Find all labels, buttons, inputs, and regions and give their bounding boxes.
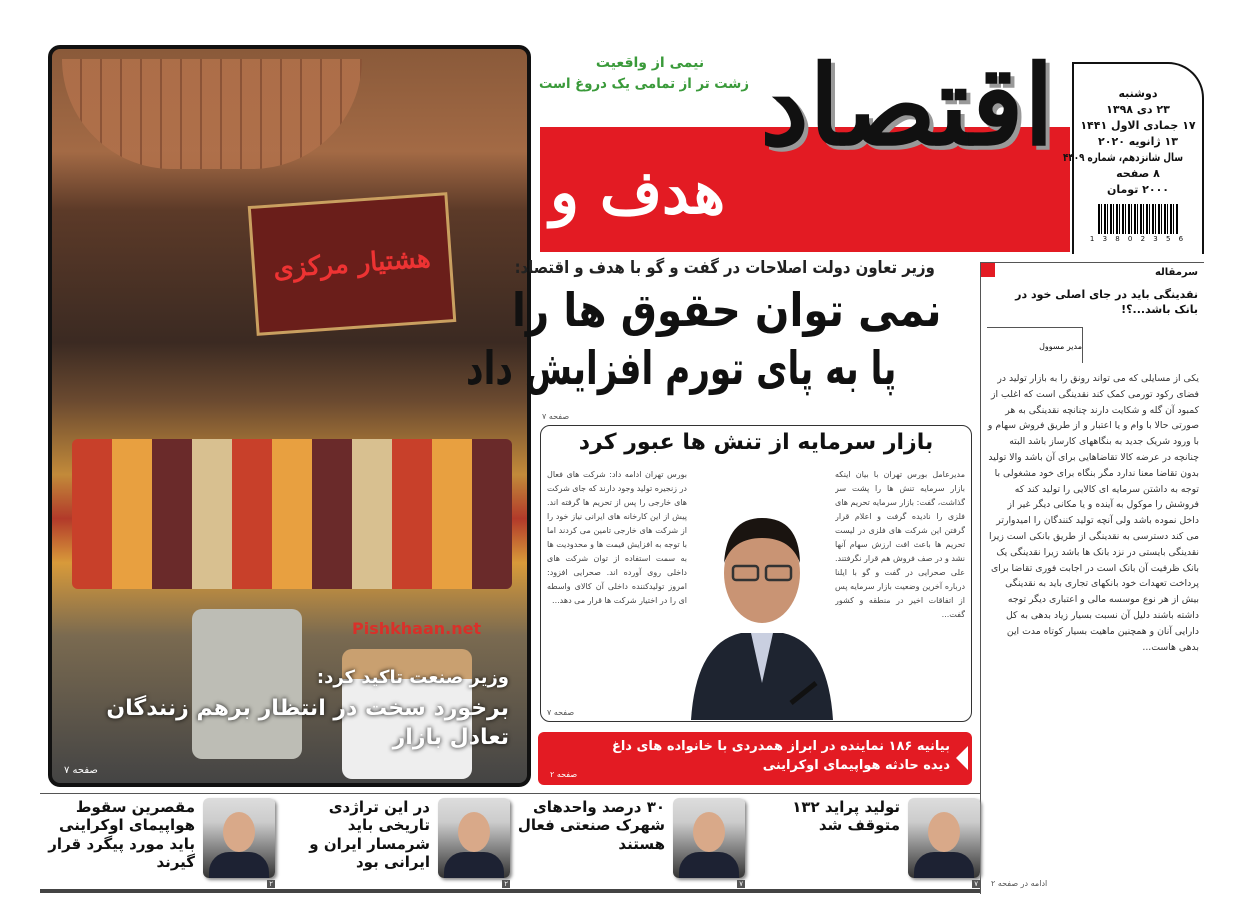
weekday: دوشنبه <box>1118 87 1158 100</box>
author: مدیر مسوول <box>987 327 1083 363</box>
issue-info-box <box>1063 62 1204 254</box>
teaser-item[interactable] <box>278 798 510 890</box>
lead-kicker: وزیر تعاون دولت اصلاحات در گفت و گو با هدف و اقتصاد: <box>514 258 935 278</box>
teaser-page: ۲ <box>269 880 273 888</box>
date-solar: ۲۳ دی ۱۳۹۸ <box>1106 102 1170 116</box>
volume: سال شانزدهم، شماره ۴۴۰۹ <box>1063 150 1183 164</box>
teaser-page: ۷ <box>974 880 978 888</box>
logo-red-part: هدف و <box>550 158 726 228</box>
teaser-page: ۷ <box>739 880 743 888</box>
slogan-line: نیمی از واقعیت <box>595 55 705 71</box>
date-gregorian: ۱۳ ژانویه ۲۰۲۰ <box>1098 134 1178 148</box>
bottom-teasers <box>40 793 980 893</box>
editorial-body: یکی از مسایلی که می تواند رونق را به بازار تولید در فضای رکود تورمی کمک کند نقدینگی است که اغلب از کمبود آن گله و شکایت دارند چنانچه نقدینگی به هر صورتی حالا با وام و یا اعتبار و از طریق فروش سهام و با ورود شریک جدید به بنگاههای کارساز باشد البته چنانچه در عرضه کالا تقاضاهایی برای آن باشد والا تولید بدون تقاضا معنا ندارد مگر بنگاه برای خود مشغولی با توجه به داشتن سرمایه ای کالایی را تولید کند که فروشش را موکول به آینده و یا مکانی دیگر غیر از داخل نموده باشد ولی آنچه تولید کنندگان را امیدوارتر می کند دسترسی به نقدینگی از طریق بانکی است زیرا نقدینگی بایستی در نزد بانک ها باشد زیرا نقدینگی یک بانک ظرفیت آن بانک است در اجابت فوری تقاضا برای پرداخت تعهدات خود بانکهای تجاری باید به نقدینگی بیش از هر نوع موسسه مالی و اعتباری دیگر توجه داشته باشند دلیل آن نسبت بسیار زیاد بدهی به کل دارایی آنان و همچنین ماهیت بسیار کوتاه مدت این بدهی هاست... <box>987 373 1199 653</box>
price: ۲۰۰۰ تومان <box>1106 182 1170 196</box>
portrait-photo <box>691 468 833 720</box>
page-ref: صفحه ۷ <box>547 708 575 717</box>
teaser-page: ۲ <box>504 880 508 888</box>
page-ref: صفحه ۷ <box>64 765 98 776</box>
photo-kicker: وزیر صنعت تاکید کرد: <box>316 667 509 688</box>
editorial-title[interactable]: نقدینگی باید در جای اصلی خود در بانک باشد...؟! <box>1015 288 1198 317</box>
teaser-title: مقصرین سقوط هواپیمای اوکراینی باید مورد پیگرد قرار گیرند <box>48 798 195 871</box>
banner-text: بیانیه ۱۸۶ نماینده در ابراز همدردی با خانواده های داغ دیده حادثه هواپیمای اوکراینی <box>611 739 950 773</box>
article-title[interactable]: بازار سرمایه از تنش ها عبور کرد <box>578 430 934 455</box>
article-column: بورس تهران ادامه داد: شرکت های فعال در زنجیره تولید وجود دارند که جای شرکت های خارجی را پس از تحریم ها گرفته اند. پیش از این کارخانه های ایرانی نیاز خود را از شرکت های خارجی تامین می کردند اما با توجه به افزایش قیمت ها و محدودیت ها به سمت استفاده از توان شرکت های داخلی روی آورده اند. صحرایی افزود: امروز تولیدکننده داخلی آن کالای واسطه ای را در اختیار شرکت ها قرار می دهد... <box>547 470 687 605</box>
front-photo <box>48 45 531 787</box>
shop-sign: هشتیار مرکزی <box>248 192 457 336</box>
photo-headline[interactable]: برخورد سخت در انتظار برهم زنندگان تعادل بازار <box>106 696 509 750</box>
logo-main: اقتصاد <box>760 41 1055 170</box>
headline-line: پا به پای تورم افزایش داد <box>465 340 896 395</box>
red-banner[interactable] <box>538 732 972 785</box>
page-ref: صفحه ۲ <box>550 770 578 779</box>
teaser-photo <box>908 798 980 878</box>
masthead <box>539 41 1070 255</box>
headline-line: نمی توان حقوق ها را <box>511 283 941 337</box>
brick-arch <box>62 59 362 169</box>
red-square-icon <box>981 263 995 277</box>
continued-ref: ادامه در صفحه ۲ <box>991 879 1048 888</box>
article-box <box>540 425 972 722</box>
watermark: Pishkhaan.net <box>352 619 482 638</box>
date-lunar: ۱۷ جمادی الاول ۱۴۴۱ <box>1080 118 1196 132</box>
teaser-photo <box>203 798 275 878</box>
editorial-column <box>980 262 1204 894</box>
lead-headline[interactable] <box>465 282 970 397</box>
pages: ۸ صفحه <box>1116 166 1160 180</box>
editorial-label: سرمقاله <box>1154 267 1198 278</box>
teaser-title: تولید پراید ۱۳۲ متوقف شد <box>792 798 900 835</box>
teaser-item[interactable] <box>513 798 745 890</box>
slogan-line: زشت تر از تمامی یک دروغ است <box>539 76 750 92</box>
barcode-icon <box>1098 204 1178 234</box>
teaser-title: ۳۰ درصد واحدهای شهرک صنعتی فعال هستند <box>517 798 665 853</box>
teaser-photo <box>438 798 510 878</box>
page-ref: صفحه ۷ <box>542 412 570 421</box>
dried-fruit-bins <box>72 439 512 589</box>
lead-kicker-box <box>514 258 965 278</box>
slogan <box>539 53 755 95</box>
teaser-title: در این تراژدی تاریخی باید شرمسار ایران و ایرانی بود <box>309 798 430 871</box>
teaser-photo <box>673 798 745 878</box>
barcode-number: 1 3 8 0 2 3 5 6 <box>1089 234 1187 243</box>
arrow-icon <box>956 746 968 770</box>
article-column: مدیرعامل بورس تهران با بیان اینکه بازار سرمایه تنش ها را پشت سر گذاشت، گفت: بازار سرمایه تحریم های فلزی را نادیده گرفت و اعلام قرار گرفتن این شرکت های فلزی در لیست تحریم ها باعث افت ارزش سهام آنها نشد و در صف فروش هم قرار نگرفتند. علی صحرایی در گفت و گو با ایلنا درباره آخرین وضعیت بازار سرمایه پس از اتفاقات اخیر در منطقه و کشور گفت... <box>835 470 965 619</box>
teaser-item[interactable] <box>748 798 980 890</box>
teaser-item[interactable] <box>43 798 275 890</box>
